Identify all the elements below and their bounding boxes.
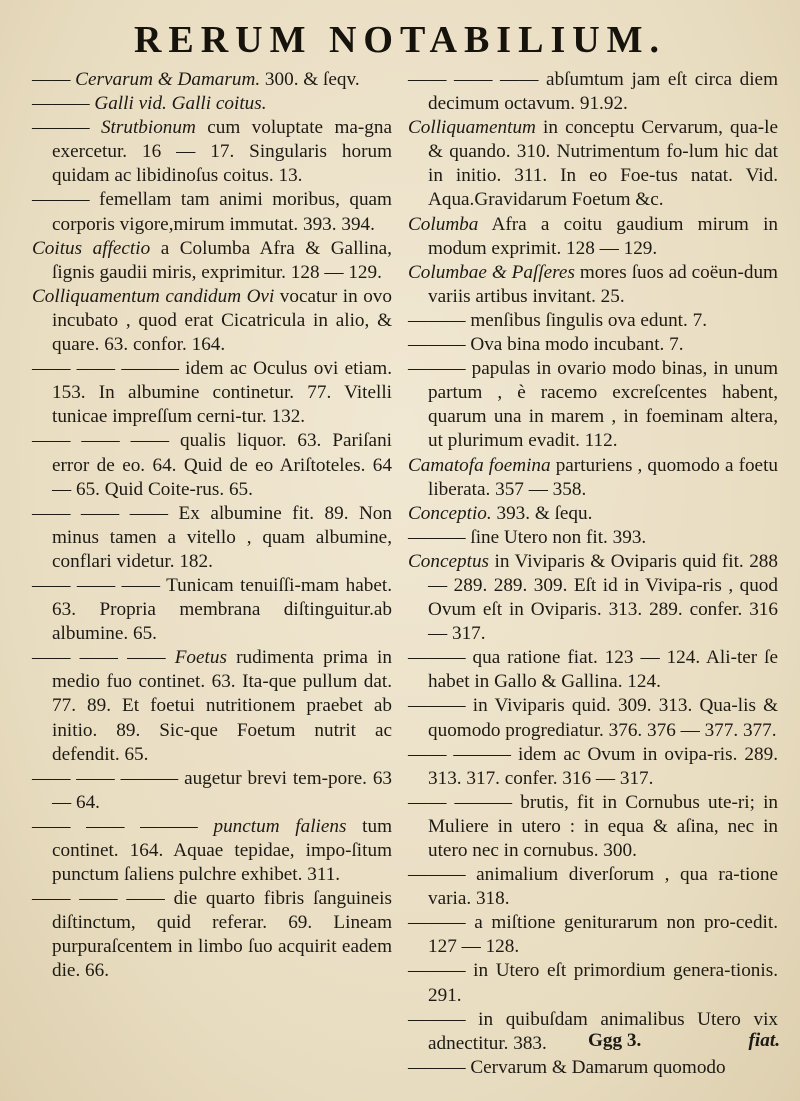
entry-heading: Colliquamentum (408, 117, 536, 139)
entry-dash-lead: ——— (408, 334, 471, 356)
entry-text: animalium diverſorum , qua ra-tione varia. 318. (428, 864, 778, 910)
entry-text: in (535, 117, 566, 139)
entry-dash-lead: ——— (32, 189, 99, 211)
entry-text: in Utero eſt primordium genera-tionis. 291. (428, 960, 778, 1006)
entry-text: qualis liquor. 63. Pariſani error de eo. 64. Quid de eo Ariſtoteles. 64 — 65. Quid Coite-rus. 65. (52, 430, 392, 500)
entry-text: vocatur in ovo incubato , quod erat (52, 285, 392, 331)
index-entry (408, 454, 778, 502)
entry-text: Ex albumine fit. 89. Non minus tamen a vitello , quam albumine, conflari videtur. 182. (52, 502, 392, 572)
entry-text: idem ac Ovum in ovipa-ris. 289. 313. 317. (428, 743, 779, 789)
entry-dash-lead: —— —— ——— (32, 358, 186, 380)
index-entry (32, 285, 392, 357)
entry-text: papulas in ovario modo binas, in unum partum , è racemo excreſcentes habent, quarum una in marem , in foeminam altera, ut plurimum evadit. 112. (428, 358, 778, 452)
index-entry (408, 646, 778, 694)
entry-dash-lead: ——— (408, 960, 474, 982)
index-entry (408, 357, 778, 453)
entry-text: a Columba Afra & Gallina, ſignis gaudii miris, exprimitur. 128 — 129. (52, 237, 392, 283)
index-entry (408, 333, 778, 357)
index-entry (32, 767, 392, 815)
entry-dash-lead: ——— (32, 117, 101, 139)
entry-dash-lead: —— —— —— (32, 888, 174, 910)
entry-text: Ova bina modo incubant. 7. (470, 334, 684, 356)
entry-text: femellam tam animi moribus, quam corporis vigore,mirum immutat. 393. 394. (52, 189, 392, 235)
entry-heading: Conceptus (408, 550, 490, 572)
index-entry (32, 116, 392, 188)
entry-dash-lead: —— —— ——— (32, 767, 185, 789)
entry-text: 393. & (491, 502, 555, 524)
index-entry (32, 92, 392, 116)
entry-text: in Viviparis quid. 309. 313. Qua-lis & quomodo progrediatur. 376. 376 — 377. 377. (428, 695, 779, 741)
signature-mark: Ggg 3. (588, 1030, 642, 1051)
entry-dash-lead: ——— (408, 695, 473, 717)
entry-heading: Cervarum & Damarum. (75, 69, 261, 90)
index-entry (408, 116, 778, 212)
index-entry (32, 429, 392, 501)
entry-text: brutis, fit in Cornubus ute-ri; in Muliere in utero : in equa & aſina, nec in utero nec in cornubus. 300. (428, 791, 778, 861)
entry-dash-lead: ——— (408, 1056, 471, 1078)
entry-heading: Columbae & Paſſeres (408, 261, 575, 283)
entry-tail: ſeqv. (323, 69, 360, 90)
entry-text: idem ac Oculus ovi etiam. 153. In albumine continetur. 77. Vitelli tunicae impreſſum cerni-tur. 132. (52, 358, 392, 428)
entry-text: Tunicam tenuiſſi-mam habet. 63. Propria membrana diſtinguitur.ab albumine. 65. (52, 574, 393, 645)
entry-text: tum continet. 164. Aquae tepidae, impo-ſitum punctum ſaliens pulchre exhibet. 311. (52, 815, 393, 886)
entry-heading: Conceptio. (408, 502, 492, 524)
index-entry (32, 188, 392, 236)
index-entry (32, 646, 392, 766)
entry-text: ſine Utero non fit. 393. (470, 526, 647, 548)
entry-text: 300. & (260, 69, 324, 90)
entry-tail: confer. 316 — 317. (428, 599, 778, 645)
page-header: RERUM NOTABILIUM. (133, 19, 667, 61)
index-entry (32, 815, 392, 887)
entry-text: cum voluptate ma-gna exercetur. 16 — 17. Singularis horum quidam ac libidinoſus coitus. 13. (52, 117, 392, 187)
index-entry (32, 887, 392, 983)
index-entry (408, 911, 778, 959)
entry-tail: conceptu Cervarum, qua-le & quando. 310. Nutrimentum fo-lum hic dat in initio. 311. In eo Foe-tus natat. Vid. Aqua.Gravidarum Foetum &c. (428, 117, 778, 211)
index-entry (408, 959, 778, 1007)
entry-heading: Columba (408, 213, 479, 235)
entry-tail: confer. 316 — 317. (504, 767, 654, 789)
entry-dash-lead: ——— (408, 912, 475, 934)
entry-text: parturiens , quomodo a foetu liberata. 357 — 358. (428, 454, 778, 500)
entry-heading: Camatofa foemina (408, 454, 551, 476)
index-entry (32, 357, 392, 429)
entry-text: in Viviparis & Oviparis quid fit. 288 — 289. 289. 309. Eſt id in Vivipa-ris , quod Ovum eſt in Oviparis. 313. 289. (428, 550, 778, 621)
entry-text: augetur brevi tem-pore. 63 — 64. (52, 767, 393, 813)
index-entry (408, 68, 778, 116)
entry-text: rudimenta prima in medio fuo continet. 63. Ita-que pullum dat. 77. 89. Et foetui nutritionem praebet ab initio. 89. Sic-que Foetum nutrit ac defendit. 65. (52, 647, 392, 765)
entry-dash-lead: —— —— —— (408, 69, 547, 90)
entry-text: in quibuſdam animalibus Utero vix adnectitur. 383. (428, 1008, 778, 1054)
index-entry (32, 502, 392, 574)
index-entry (408, 694, 778, 742)
entry-text: Afra a coitu gaudium mirum in modum exprimit. 128 — 129. (428, 213, 778, 259)
entry-dash-lead: ——— (408, 647, 473, 669)
entry-text: a miſtione geniturarum non pro-cedit. 127 — 128. (428, 912, 778, 958)
entry-heading: punctum faliens (213, 815, 347, 837)
entry-text: abſumtum jam eſt circa diem decimum octavum. 91.92. (428, 69, 778, 115)
entry-dash-lead: —— ——— (408, 791, 521, 813)
entry-heading: Foetus (174, 647, 227, 669)
entry-heading: Coitus affectio (32, 237, 151, 259)
index-entry (32, 574, 392, 646)
entry-text: die quarto fibris ſanguineis diſtinctum, quid referar. 69. Lineam purpuraſcentem in limbo ſuo acquirit eadem die. 66. (52, 888, 392, 982)
entry-dash-lead: ——— (408, 1008, 479, 1030)
left-column (32, 68, 392, 984)
index-entry (408, 261, 778, 309)
index-entry (408, 743, 778, 791)
entry-text: menſibus ſingulis ova edunt. 7. (470, 309, 707, 331)
entry-dash-lead: ——— (408, 526, 471, 548)
index-entry (408, 309, 778, 333)
entry-dash-lead: ——— (408, 309, 471, 331)
catchword: fiat. (748, 1030, 780, 1051)
page-footer (560, 1030, 780, 1052)
entry-dash-lead: —— —— —— (32, 647, 175, 669)
right-column (408, 68, 778, 1080)
index-entry (408, 502, 778, 526)
entry-dash-lead: —— —— ——— (32, 815, 214, 837)
index-entry (408, 1056, 778, 1080)
entry-dash-lead: —— —— —— (32, 430, 181, 452)
index-entry (408, 550, 778, 646)
entry-dash-lead: ——— (408, 358, 472, 380)
index-entry (408, 526, 778, 550)
index-entry (32, 68, 392, 92)
entry-dash-lead: —— (32, 69, 76, 90)
index-entry (408, 213, 778, 261)
index-entry (408, 791, 778, 863)
entry-tail: ſequ. (554, 502, 593, 524)
entry-text: qua ratione fiat. 123 — 124. Ali-ter ſe habet in Gallo & Gallina. 124. (428, 647, 778, 693)
entry-dash-lead: ——— (408, 864, 477, 886)
entry-dash-lead: —— ——— (408, 743, 518, 765)
entry-dash-lead: ——— (32, 93, 95, 115)
entry-dash-lead: —— —— —— (32, 502, 179, 524)
entry-tail: Cicatricula in alio, & quare. 63. confor. 164. (52, 309, 392, 356)
index-entry (32, 237, 392, 285)
entry-dash-lead: —— —— —— (32, 574, 167, 596)
entry-text: Cervarum & Damarum quomodo (470, 1056, 726, 1078)
entry-text: mores ſuos ad coëun-dum variis artibus invitant. 25. (428, 261, 778, 307)
entry-heading: Galli vid. Galli coitus. (94, 93, 267, 115)
index-entry (408, 863, 778, 911)
entry-heading: Colliquamentum candidum Ovi (32, 285, 275, 307)
entry-heading: Strutbionum (100, 117, 196, 139)
